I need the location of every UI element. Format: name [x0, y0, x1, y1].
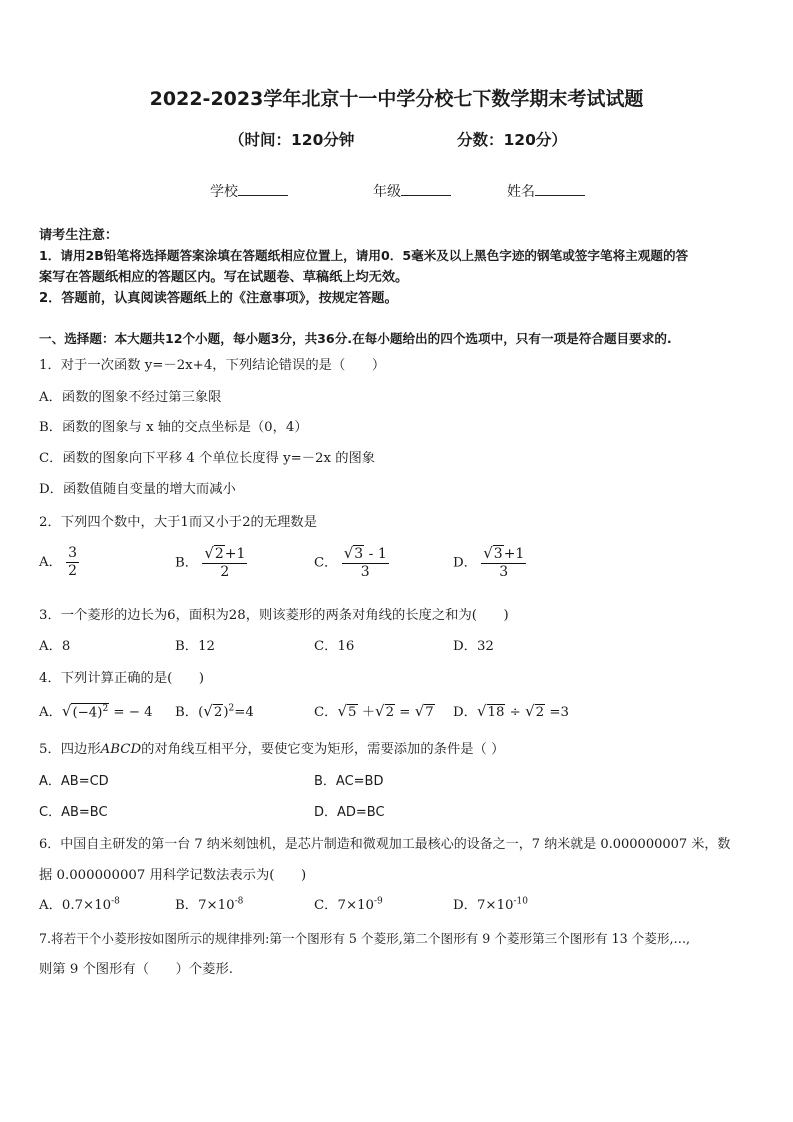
q6-option-d — [453, 894, 528, 913]
q1-option-c: C．函数的图象向下平移 4 个单位长度得 y=－2x 的图象 — [39, 451, 376, 466]
name-label: 姓名 — [507, 184, 535, 200]
q2-b-denominator: 2 — [220, 564, 230, 580]
q4-c-label: C． — [314, 705, 338, 720]
q2-a-label: A． — [39, 555, 62, 570]
q4-a-radicand — [71, 703, 109, 720]
q2-a-numerator: 3 — [68, 545, 78, 561]
sqrt-icon: √ — [61, 702, 72, 720]
q1-option-a: A．函数的图象不经过第三象限 — [39, 390, 222, 405]
q4-d-result: =3 — [545, 705, 569, 720]
q4-b-open: ( — [198, 705, 204, 720]
q4-c-equals: = — [395, 705, 415, 720]
q6-c-label: C． — [314, 898, 338, 913]
sqrt-icon: √ — [414, 702, 425, 720]
q3-option-b: B．12 — [175, 639, 215, 654]
q4-b-label: B． — [175, 705, 199, 720]
q4-b-result: =4 — [234, 705, 254, 720]
q3-stem: 3．一个菱形的边长为6，面积为28，则该菱形的两条对角线的长度之和为( ) — [39, 608, 509, 623]
grade-field — [373, 181, 451, 201]
q4-option-b — [175, 701, 254, 720]
q2-stem: 2．下列四个数中，大于1而又小于2的无理数是 — [39, 515, 318, 530]
q6-stem-line-2: 据 0.000000007 用科学记数法表示为( ) — [39, 868, 307, 883]
q4-c-radicand-1: 5 — [348, 705, 357, 720]
section-heading: 一、选择题：本大题共12个小题，每小题3分，共36分.在每小题给出的四个选项中，只有一项是符合题目要求的. — [39, 331, 672, 346]
page-title: 2022-2023学年北京十一中学分校七下数学期末考试试题 — [149, 88, 644, 110]
q2-d-fraction — [481, 545, 526, 581]
q6-d-base: 7×10 — [476, 898, 514, 913]
q2-option-c — [314, 545, 389, 581]
q6-a-label: A． — [39, 898, 62, 913]
notice-item-1: 1．请用2B铅笔将选择题答案涂填在答题纸相应位置上，请用0．5毫米及以上黑色字迹的钢笔或签字笔将主观题的答 — [39, 248, 689, 263]
q3-option-d: D．32 — [453, 639, 494, 654]
q3-option-a: A．8 — [39, 639, 71, 654]
q5-option-b: B．AC=BD — [314, 774, 384, 789]
q4-b-radicand: 2 — [213, 705, 223, 720]
q4-option-a — [39, 701, 153, 720]
q1-option-d: D．函数值随自变量的增大而减小 — [39, 482, 236, 497]
q2-option-d — [453, 545, 526, 581]
sqrt-icon: √ — [203, 702, 213, 720]
sqrt-icon: √ — [204, 544, 214, 562]
q6-a-exponent: -8 — [111, 896, 120, 907]
q2-option-a — [39, 545, 79, 580]
name-blank — [535, 181, 585, 196]
q6-option-a — [39, 894, 120, 913]
q2-a-fraction — [66, 545, 79, 580]
sqrt-icon: √ — [337, 702, 348, 720]
q2-d-label: D． — [453, 555, 477, 571]
q4-d-radicand-1: 18 — [487, 705, 505, 720]
sqrt-icon: √ — [476, 702, 487, 720]
q2-c-denominator: 3 — [360, 564, 370, 580]
q5-stem-variable: ABCD — [100, 742, 142, 757]
notice-heading: 请考生注意： — [39, 228, 119, 243]
q6-d-exponent: -10 — [513, 896, 528, 907]
exam-score: 分数：120分） — [457, 131, 567, 149]
grade-label: 年级 — [373, 184, 401, 200]
q6-c-base: 7×10 — [337, 898, 375, 913]
q6-a-base: 0.7×10 — [61, 898, 112, 913]
q2-c-label: C． — [314, 555, 338, 571]
q6-b-base: 7×10 — [198, 898, 235, 913]
q6-d-label: D． — [453, 898, 477, 913]
q4-a-base: (−4) — [72, 705, 103, 720]
q6-b-label: B． — [175, 898, 199, 913]
school-field — [210, 181, 288, 201]
q4-d-radicand-2: 2 — [535, 705, 545, 720]
notice-item-1-cont: 案写在答题纸相应的答题区内。写在试题卷、草稿纸上均无效。 — [39, 270, 409, 285]
q2-b-fraction — [202, 545, 247, 581]
q5-option-d: D．AD=BC — [314, 805, 385, 820]
q6-option-c — [314, 894, 383, 913]
sqrt-icon: √ — [375, 702, 385, 720]
q5-stem — [39, 738, 504, 757]
notice-item-2: 2．答题前，认真阅读答题纸上的《注意事项》，按规定答题。 — [39, 291, 398, 306]
q2-c-tail: - 1 — [364, 546, 387, 562]
q4-d-operator: ÷ — [505, 705, 526, 720]
q4-c-radicand-2: 2 — [385, 705, 395, 720]
q2-b-tail: +1 — [224, 546, 246, 562]
name-field — [507, 181, 585, 201]
sqrt-icon: √ — [483, 544, 493, 562]
q6-stem-line-1: 6．中国自主研发的第一台 7 纳米刻蚀机，是芯片制造和微观加工最核心的设备之一，7 纳米就是 0.000000007 米，数 — [39, 837, 731, 852]
q3-option-c: C．16 — [314, 639, 355, 654]
q4-b-close: ) — [223, 705, 229, 720]
q4-d-label: D． — [453, 705, 477, 720]
school-blank — [238, 181, 288, 196]
grade-blank — [401, 181, 451, 196]
q4-a-result: = − 4 — [109, 705, 153, 720]
q2-c-numerator — [342, 545, 389, 564]
q2-d-tail: +1 — [503, 546, 525, 562]
q5-option-c: C．AB=BC — [39, 805, 108, 820]
q4-a-exponent: 2 — [102, 703, 109, 714]
q2-b-radicand: 2 — [214, 546, 224, 562]
q2-b-label: B． — [175, 555, 199, 571]
q6-option-b — [175, 894, 243, 913]
q2-c-radicand: 3 — [354, 546, 364, 562]
q4-option-d — [453, 701, 569, 720]
q7-stem-line-1: 7.将若干个小菱形按如图所示的规律排列:第一个图形有 5 个菱形,第二个图形有 9 个菱形第三个图形有 13 个菱形,…, — [39, 931, 691, 946]
school-label: 学校 — [210, 184, 238, 200]
q4-b-exponent: 2 — [228, 703, 235, 714]
q1-option-b: B．函数的图象与 x 轴的交点坐标是（0，4） — [39, 420, 308, 435]
sqrt-icon: √ — [343, 544, 354, 562]
q4-c-operator: ＋ — [357, 705, 376, 720]
q4-c-radicand-3: 7 — [425, 705, 434, 720]
q2-c-fraction — [342, 545, 389, 581]
q4-a-label: A． — [39, 705, 62, 720]
exam-time: （时间：120分钟 — [229, 131, 355, 149]
q2-d-radicand: 3 — [493, 546, 503, 562]
sqrt-icon: √ — [525, 702, 535, 720]
q7-stem-line-2: 则第 9 个图形有（ ）个菱形. — [39, 962, 233, 977]
q4-stem: 4．下列计算正确的是( ) — [39, 671, 205, 686]
q2-option-b — [175, 545, 247, 581]
q2-a-denominator: 2 — [68, 563, 78, 579]
q2-b-numerator — [202, 545, 247, 564]
q4-option-c — [314, 701, 435, 720]
q5-stem-prefix: 5．四边形 — [39, 742, 101, 757]
q2-d-denominator: 3 — [499, 564, 509, 580]
q6-c-exponent: -9 — [374, 896, 383, 907]
q5-option-a: A．AB=CD — [39, 774, 109, 789]
q5-stem-suffix: 的对角线互相平分，要使它变为矩形，需要添加的条件是（ ） — [141, 742, 505, 757]
q2-d-numerator — [481, 545, 526, 564]
q1-stem: 1．对于一次函数 y=－2x+4，下列结论错误的是（ ） — [39, 358, 386, 373]
q6-b-exponent: -8 — [234, 896, 244, 907]
